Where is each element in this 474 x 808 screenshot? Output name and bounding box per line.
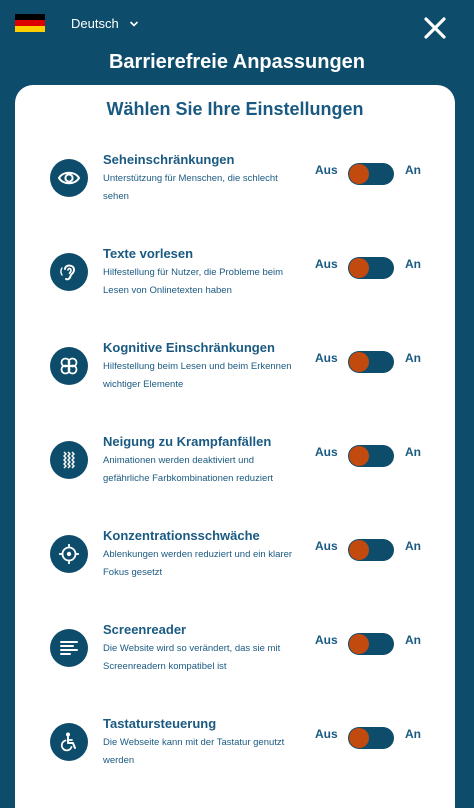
off-label: Aus (315, 257, 338, 271)
on-label: An (405, 633, 421, 647)
chevron-down-icon (129, 19, 139, 29)
setting-description: Die Webseite kann mit der Tastatur genutzt werden (103, 737, 285, 766)
off-label: Aus (315, 163, 338, 177)
toggle-knob (349, 728, 369, 748)
keyboard-toggle[interactable] (348, 727, 394, 749)
seizure-toggle[interactable] (348, 445, 394, 467)
on-label: An (405, 539, 421, 553)
on-label: An (405, 727, 421, 741)
on-label: An (405, 257, 421, 271)
setting-title: Konzentrationsschwäche (103, 528, 260, 543)
on-label: An (405, 351, 421, 365)
panel-title: Wählen Sie Ihre Einstellungen (106, 99, 364, 119)
toggle-knob (349, 446, 369, 466)
toggle-knob (349, 164, 369, 184)
read-aloud-toggle[interactable] (348, 257, 394, 279)
off-label: Aus (315, 633, 338, 647)
setting-description: Hilfestellung beim Lesen und beim Erkennen wichtiger Elemente (103, 361, 292, 390)
toggle-knob (349, 258, 369, 278)
on-label: An (405, 445, 421, 459)
setting-title: Texte vorlesen (103, 246, 194, 261)
setting-title: Neigung zu Krampfanfällen (103, 434, 272, 449)
setting-description: Die Website wird so verändert, das sie mit Screenreadern kompatibel ist (103, 643, 281, 672)
setting-description: Unterstützung für Menschen, die schlecht sehen (103, 173, 278, 202)
waves-icon (50, 441, 88, 479)
setting-focus (15, 528, 455, 615)
off-label: Aus (315, 539, 338, 553)
on-label: An (405, 163, 421, 177)
off-label: Aus (315, 445, 338, 459)
setting-description: Ablenkungen werden reduziert und ein klarer Fokus gesetzt (103, 549, 293, 578)
setting-seizure (15, 434, 455, 521)
cognitive-icon (50, 347, 88, 385)
setting-title: Kognitive Einschränkungen (103, 340, 275, 355)
focus-toggle[interactable] (348, 539, 394, 561)
setting-read-aloud (15, 246, 455, 333)
eye-icon (50, 159, 88, 197)
toggle-knob (349, 634, 369, 654)
toggle-knob (349, 352, 369, 372)
toggle-knob (349, 540, 369, 560)
setting-title: Seheinschränkungen (103, 152, 235, 167)
setting-title: Tastatursteuerung (103, 716, 217, 731)
setting-vision (15, 152, 455, 239)
vision-toggle[interactable] (348, 163, 394, 185)
setting-title: Screenreader (103, 622, 187, 637)
german-flag-icon (15, 14, 45, 32)
top-bar (0, 0, 474, 50)
close-icon[interactable] (424, 17, 446, 39)
wheelchair-icon (50, 723, 88, 761)
ear-icon (50, 253, 88, 291)
screenreader-toggle[interactable] (348, 633, 394, 655)
target-icon (50, 535, 88, 573)
off-label: Aus (315, 727, 338, 741)
language-selector[interactable] (71, 16, 139, 31)
settings-panel (15, 85, 455, 808)
text-lines-icon (50, 629, 88, 667)
cognitive-toggle[interactable] (348, 351, 394, 373)
setting-screenreader (15, 622, 455, 709)
setting-description: Animationen werden deaktiviert und gefährliche Farbkombinationen reduziert (103, 455, 274, 484)
setting-description: Hilfestellung für Nutzer, die Probleme beim Lesen von Onlinetexten haben (103, 267, 284, 296)
dialog-title: Barrierefreie Anpassungen (108, 51, 365, 73)
language-label: Deutsch (71, 16, 119, 31)
setting-keyboard (15, 716, 455, 803)
off-label: Aus (315, 351, 338, 365)
setting-cognitive (15, 340, 455, 427)
